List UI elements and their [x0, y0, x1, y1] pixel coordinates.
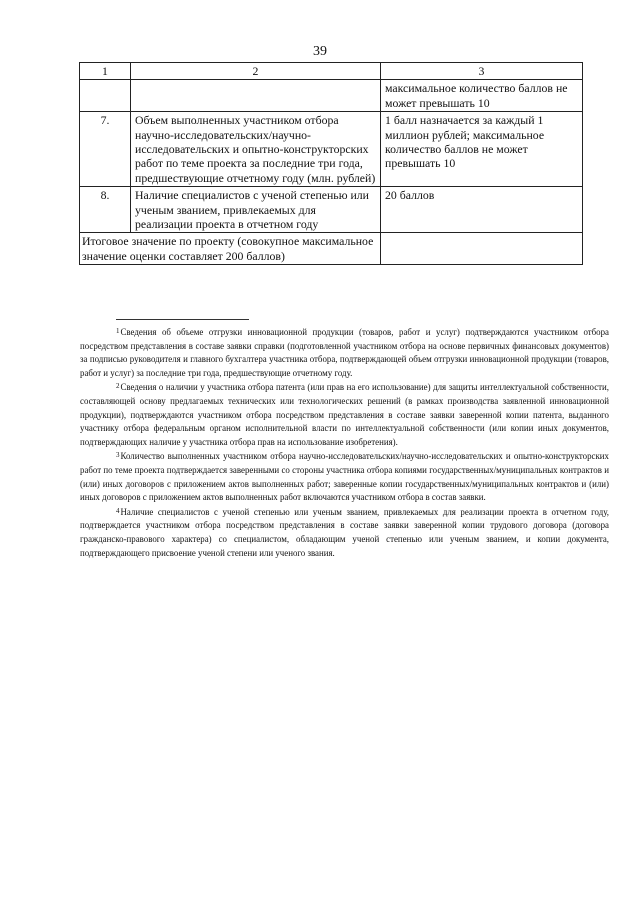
footnote-divider [116, 319, 249, 320]
criterion-cell [131, 80, 381, 112]
footnote-mark: 3 [116, 451, 120, 460]
table-row [80, 187, 583, 233]
score-cell: 1 балл назначается за каждый 1 миллион рублей; максимальное количество баллов не может превышать 10 [381, 112, 583, 187]
criterion-cell: Наличие специалистов с ученой степенью или ученым званием, привлекаемых для реализации проекта в отчетном году [131, 187, 381, 233]
footnote [80, 505, 609, 560]
total-label: Итоговое значение по проекту (совокупное максимальное значение оценки составляет 200 баллов) [80, 233, 381, 265]
row-number [80, 80, 131, 112]
criterion-cell: Объем выполненных участником отбора научно-исследовательских/научно-исследовательских и опытно-конструкторских работ по теме проекта за последние три года, предшествующие отчетному году (млн. рублей) [131, 112, 381, 187]
table-total-row [80, 233, 583, 265]
footnote [80, 449, 609, 504]
footnote-mark: 1 [116, 327, 120, 335]
table-row [80, 80, 583, 112]
footnote [80, 380, 609, 449]
footnote-text: Сведения о наличии у участника отбора патента (или прав на его использование) для защиты интеллектуальной собственности, составляющей основу предлагаемых технических или технологических решений (в рамках производства заявленной инновационной продукции), подтверждаются участником отбора посредством представления в составе заявки заверенной копии патента, выданного участнику отбора федеральным органом исполнительной власти по интеллектуальной собственности (или копии иных документов, подтверждающих наличие у участника отбора прав на использование изобретения). [80, 382, 609, 447]
row-number: 7. [80, 112, 131, 187]
table-header-row [80, 63, 583, 80]
column-header: 1 [80, 63, 131, 80]
table-row [80, 112, 583, 187]
footnotes [80, 325, 609, 560]
column-header: 2 [131, 63, 381, 80]
footnote [80, 325, 609, 380]
score-cell: 20 баллов [381, 187, 583, 233]
footnote-text: Количество выполненных участником отбора научно-исследовательских/научно-исследовательских и опытно-конструкторских работ по теме проекта подтверждается заверенными со стороны участника отбора копиями государственных/муниципальных контрактов и (или) иных договоров с приложением актов выполненных работ; заверенные копии государственных/муниципальных контрактов и (или) иных договоров с приложением актов выполненных работ включаются участником отбора в состав заявки. [80, 451, 609, 503]
footnote-text: Сведения об объеме отгрузки инновационной продукции (товаров, работ и услуг) подтверждаются участником отбора посредством представления в составе заявки справки (подготовленной участником отбора на основе первичных финансовых документов) за подписью руководителя и главного бухгалтера участника отбора, подтверждающей объем отгрузки инновационной продукции (товаров, работ и услуг) за последние три года, предшествующие отчетному году. [80, 327, 609, 378]
footnote-mark: 2 [116, 382, 120, 391]
column-header: 3 [381, 63, 583, 80]
footnote-text: Наличие специалистов с ученой степенью или ученым званием, привлекаемых для реализации проекта в отчетном году, подтверждается участником отбора посредством представления в составе заявки заверенной копии трудового договора (договора гражданско-правового характера) со специалистом, обладающим ученой степенью или ученым званием, и копии документа, подтверждающего присвоение ученой степени или ученого звания. [80, 506, 609, 558]
criteria-table [79, 62, 583, 265]
footnote-mark: 4 [116, 506, 120, 515]
score-cell: максимальное количество баллов не может превышать 10 [381, 80, 583, 112]
page-number: 39 [313, 44, 327, 59]
total-value [381, 233, 583, 265]
row-number: 8. [80, 187, 131, 233]
